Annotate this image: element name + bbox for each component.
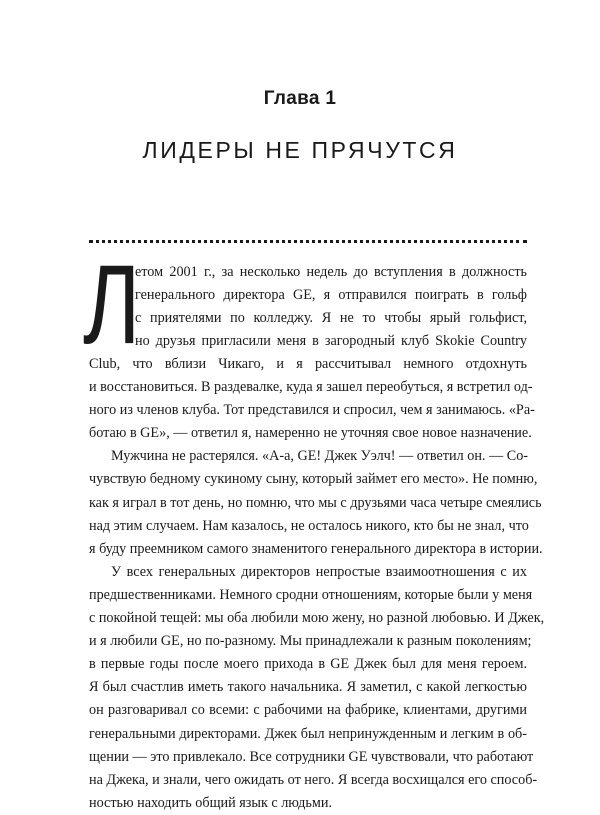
text-line: чувствую бедному сукиному сыну, который займет его место». Не помню,	[89, 471, 538, 488]
text-line: У всех генеральных директоров непростые взаимоотношения с их	[111, 563, 527, 580]
text-line: я буду преемником самого знаменитого генерального директора в истории.	[89, 540, 543, 557]
text-line: генеральными директорами. Джек был непринужденным и легким в об-	[89, 725, 527, 742]
text-line: ного из членов клуба. Тот представился и спросил, чем я занимаюсь. «Ра-	[89, 402, 535, 419]
text-line: генерального директора GE, я отправился поиграть в гольф	[135, 287, 527, 304]
text-line: ботаю в GE», — ответил я, намеренно не уточняя свое новое назначение.	[89, 425, 532, 442]
chapter-title: ЛИДЕРЫ НЕ ПРЯЧУТСЯ	[142, 137, 458, 163]
text-line: над этим случаем. Нам казалось, не осталось никого, кто бы не знал, что	[89, 517, 529, 534]
text-line: он разговаривал со всеми: с рабочими на фабрике, клиентами, другими	[89, 702, 527, 719]
text-line: Мужчина не растерялся. «А-а, GE! Джек Уэлч! — ответил он. — Со-	[111, 448, 529, 465]
drop-cap-letter: Л	[83, 242, 141, 367]
text-line: щении — это привлекало. Все сотрудники GE чувствовали, что работают	[89, 748, 534, 765]
text-line: Club, что вблизи Чикаго, и я рассчитывал немного отдохнуть	[89, 356, 527, 372]
text-line: но друзья пригласили меня в загородный клуб Skokie Country	[135, 333, 527, 350]
text-line: етом 2001 г., за несколько недель до вступления в должность	[135, 264, 527, 280]
chapter-body	[83, 242, 545, 815]
chapter-label: Глава 1	[263, 88, 337, 109]
text-line: Я был счастлив иметь такого начальника. Я заметил, с какой легкостью	[89, 679, 527, 696]
text-line: в первые годы после моего прихода в GE Джек был для меня героем.	[89, 656, 527, 673]
text-line: на Джека, и знали, чего ожидать от него. Я всегда восхищался его способ-	[89, 771, 538, 788]
dotted-divider	[89, 240, 527, 243]
text-line: с приятелями по колледжу. Я не то чтобы ярый гольфист,	[135, 310, 527, 327]
text-line: ностью находить общий язык с людьми.	[89, 794, 332, 811]
text-line: как я играл в тот день, но помню, что мы с друзьями часа четыре смеялись	[89, 494, 542, 511]
text-line: с покойной тещей: мы оба любили мою жену, но разной любовью. И Джек,	[89, 610, 545, 627]
text-line: и я любили GE, но по-разному. Мы принадлежали к разным поколениям;	[89, 633, 532, 650]
text-line: предшественниками. Немного сродни отношениям, которые были у меня	[89, 586, 533, 603]
text-line: и восстановиться. В раздевалке, куда я зашел переобуться, я встретил од-	[89, 379, 533, 396]
